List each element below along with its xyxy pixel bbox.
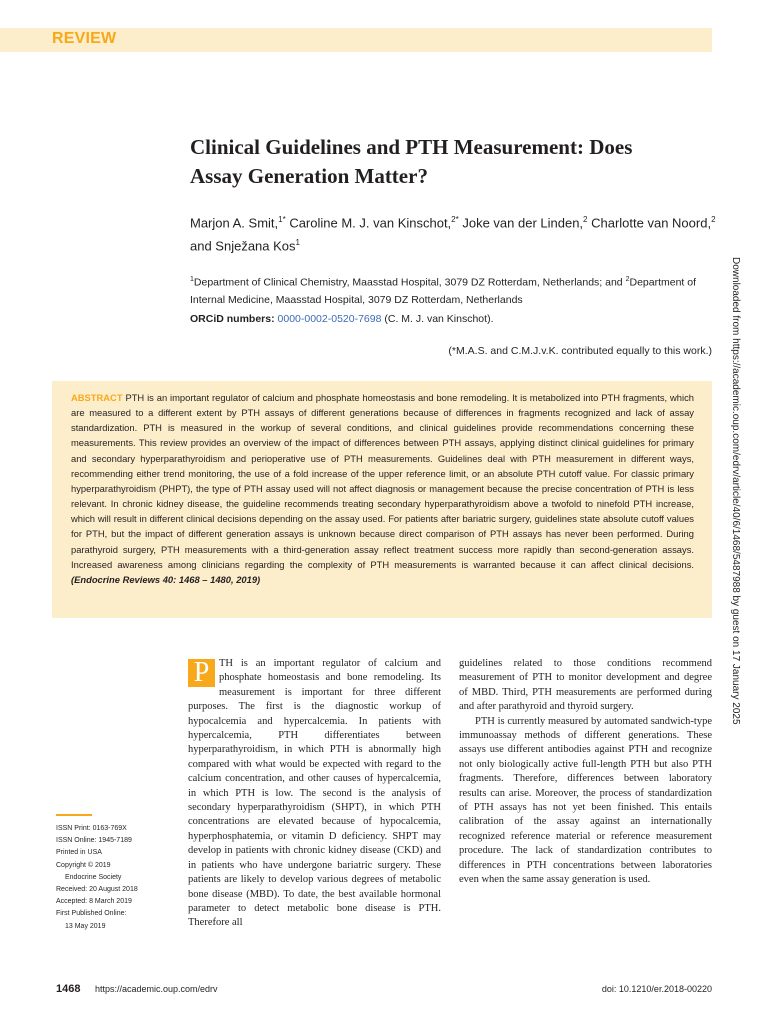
page-footer xyxy=(56,983,712,995)
drop-cap: P xyxy=(188,659,215,687)
copyright-holder: Endocrine Society xyxy=(65,873,122,881)
affiliation-2: Department of Internal Medicine, Maasstad Hospital, 3079 DZ Rotterdam, Netherlands xyxy=(190,276,697,306)
abstract-label: ABSTRACT xyxy=(71,392,123,403)
first-published-label: First Published Online: xyxy=(56,910,127,918)
copyright: Copyright © 2019 xyxy=(56,861,111,869)
body-column-2 xyxy=(459,657,712,888)
journal-url[interactable]: https://academic.oup.com/edrv xyxy=(95,984,218,994)
paragraph-continued: guidelines related to those conditions recommend measurement of PTH to monitor development and degree of MBD. Third, PTH measurements are performed during and after parathyroid and thyroid surgery. xyxy=(459,658,712,713)
author-2: Caroline M. J. van Kinschot, xyxy=(285,215,452,231)
equal-contribution-note: (*M.A.S. and C.M.J.v.K. contributed equally to this work.) xyxy=(448,345,712,357)
author-5: and Snježana Kos xyxy=(190,238,296,254)
intro-paragraph xyxy=(188,657,441,931)
orcid-name: (C. M. J. van Kinschot). xyxy=(381,313,494,325)
body-column-1 xyxy=(188,657,441,931)
download-watermark: Downloaded from https://academic.oup.com/edrv/article/40/6/1468/5487988 by guest on 17 January 2025 xyxy=(730,257,741,725)
issn-online: ISSN Online: 1945-7189 xyxy=(56,837,132,845)
issn-print: ISSN Print: 0163-769X xyxy=(56,825,127,832)
accepted-date: Accepted: 8 March 2019 xyxy=(56,898,132,906)
intro-text: TH is an important regulator of calcium and phosphate homeostasis and bone remodeling. Its measurement is important for three different purposes. The first is the diagnostic workup of hypocalcemia and hypercalcemia. In patients with hypercalcemia, PTH differentiates between hyperparathyroidism, in which PTH is abnormally high compared with what would be expected with regard to the calcium concentration, and other causes of hypercalcemia, in which PTH is low. The second is the analysis of secondary hyperparathyroidism (SHPT), in which PTH concentrations are elevated because of hypocalcemia, hyperphosphatemia, or vitamin D deficiency. SHPT may develop in patients with chronic kidney disease (CKD) and in patients who have undergone bariatric surgery. These patients are likely to develop various degrees of metabolic bone disease (MBD). To date, the best available hormonal parameter to detect metabolic bone disease is PTH. Therefore all xyxy=(188,658,441,929)
author-list xyxy=(190,210,718,257)
orcid-link[interactable]: 0000-0002-0520-7698 xyxy=(277,313,382,325)
author-3: Joke van der Linden, xyxy=(458,215,584,231)
author-2-affil: 2* xyxy=(451,215,459,224)
author-4-affil: 2 xyxy=(711,215,716,224)
first-published-date: 13 May 2019 xyxy=(65,922,106,930)
author-4: Charlotte van Noord, xyxy=(587,215,712,231)
sidebar-divider xyxy=(56,814,92,816)
printed-in: Printed in USA xyxy=(56,849,102,857)
abstract-box xyxy=(52,381,712,618)
affiliation-2-marker: 2 xyxy=(625,276,630,283)
affiliations xyxy=(190,271,718,309)
orcid-label: ORCiD numbers: xyxy=(190,313,275,325)
author-3-affil: 2 xyxy=(583,215,588,224)
author-5-affil: 1 xyxy=(295,238,300,248)
title-line-2: Assay Generation Matter? xyxy=(190,164,428,188)
paragraph-assays: PTH is currently measured by automated sandwich-type immunoassay methods of different generations. These assays use different antibodies against PTH and recognize not only biologically active full-length PTH but also PTH fragments. Therefore, differences between laboratory results can arise. Moreover, the process of standardization of PTH assays has not yet been finished. This entails calibration of the assay against an internationally recognized reference material or reference measurement procedure. The lack of standardization contributes to differences in PTH concentrations between laboratories even when the same assay generation is used. xyxy=(459,715,712,886)
page-number: 1468 xyxy=(56,983,81,995)
abstract-text: PTH is an important regulator of calcium and phosphate homeostasis and bone remodeling. It is metabolized into PTH fragments, which are measured to a different extent by PTH assays of different generations because of differences in fragments recognized and lack of assay standardization. PTH is measured in the workup of several conditions, and clinical guidelines provide recommendations concerning these measurements. This review provides an overview of the impact of differences between PTH assays, applying distinct clinical guidelines for primary and secondary hyperparathyroidism and perioperative use of PTH measurements. Guidelines deal with PTH measurement in different ways, recommending either trend monitoring, the use of a fold increase of the upper reference limit, or an absolute PTH cutoff value. For classic primary hyperparathyroidism (PHPT), the type of PTH assay used will not affect diagnosis or management because the precise concentration of PTH is less relevant. In chronic kidney disease, the guideline recommends treating secondary hyperparathyroidism above a twofold to ninefold PTH increase, which will result in different clinical decisions depending on the assay used. For patients after bariatric surgery, guidelines state absolute cutoff values for PTH, but the impact of different generation assays is unknown because direct comparison of PTH assays has never been performed. During parathyroid surgery, PTH measurements with a third-generation assay reflect treatment success more rapidly than second-generation assays. Increased awareness among clinicians regarding the complexity of PTH measurements is warranted because it can affect clinical decisions. xyxy=(71,392,695,570)
section-label: REVIEW xyxy=(52,30,117,47)
author-1-affil: 1* xyxy=(278,215,286,224)
affiliation-1: Department of Clinical Chemistry, Maasstad Hospital, 3079 DZ Rotterdam, Netherlands; and xyxy=(193,276,626,289)
title-line-1: Clinical Guidelines and PTH Measurement: Does xyxy=(190,135,633,159)
article-title xyxy=(190,133,710,191)
publication-info xyxy=(56,823,181,933)
received-date: Received: 20 August 2018 xyxy=(56,886,138,894)
author-1: Marjon A. Smit, xyxy=(190,215,279,231)
affiliation-1-marker: 1 xyxy=(190,276,194,283)
section-banner xyxy=(0,28,712,52)
orcid-line xyxy=(190,311,718,327)
abstract-citation: (Endocrine Reviews 40: 1468 – 1480, 2019) xyxy=(71,573,261,585)
doi: doi: 10.1210/er.2018-00220 xyxy=(601,984,712,994)
